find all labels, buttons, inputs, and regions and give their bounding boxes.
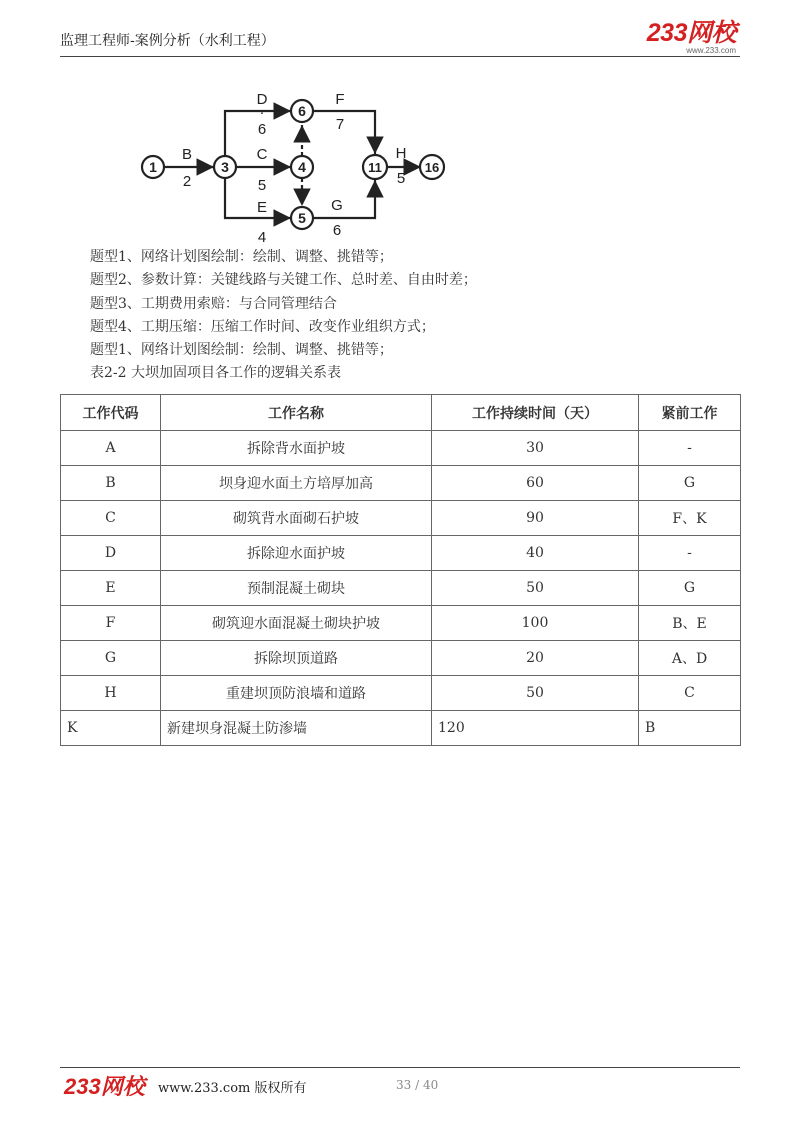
cell-predecessor: G [639,571,741,606]
cell-code: F [61,606,161,641]
activity-g-duration: 6 [332,222,342,239]
cell-name: 砌筑迎水面混凝土砌块护坡 [161,606,432,641]
cell-predecessor: F、K [639,501,741,536]
cell-code: H [61,676,161,711]
cell-predecessor: - [639,536,741,571]
table-caption: 表2-2 大坝加固项目各工作的逻辑关系表 [90,365,341,382]
cell-code: B [61,466,161,501]
table-row [61,711,741,746]
cell-name: 新建坝身混凝土防渗墙 [161,711,432,746]
activity-arrow-f [314,111,375,154]
cell-duration: 20 [432,641,639,676]
dummy-mark: · [259,104,265,121]
cell-code: C [61,501,161,536]
node-5-label: 5 [298,210,306,226]
node-6-label: 6 [298,103,306,119]
topic-list [90,246,477,386]
cell-code: E [61,571,161,606]
cell-name: 拆除坝顶道路 [161,641,432,676]
cell-duration: 30 [432,431,639,466]
topic-line: 题型2、参数计算：关键线路与关键工作、总时差、自由时差； [90,272,477,289]
footer-logo: 233网校 [64,1074,145,1099]
node-3-label: 3 [221,159,229,175]
cell-predecessor: B [639,711,741,746]
cell-predecessor: A、D [639,641,741,676]
activity-e-name: E [256,199,268,216]
activity-b-name: B [181,146,193,163]
activity-f-duration: 7 [335,116,345,133]
cell-code: K [61,711,161,746]
document-title: 监理工程师-案例分析（水利工程） [60,33,275,49]
activity-f-name: F [335,91,345,108]
topic-line: 题型1、网络计划图绘制：绘制、调整、挑错等； [90,342,393,359]
header-predecessor: 紧前工作 [639,395,741,431]
cell-name: 砌筑背水面砌石护坡 [161,501,432,536]
cell-name: 预制混凝土砌块 [161,571,432,606]
activity-g-name: G [331,197,343,214]
brand-logo-text: 233网校 [646,19,736,47]
cell-name: 坝身迎水面土方培厚加高 [161,466,432,501]
cell-name: 拆除迎水面护坡 [161,536,432,571]
topic-line: 题型3、工期费用索赔：与合同管理结合 [90,295,337,312]
activity-h-name: H [395,145,407,162]
topic-line: 题型1、网络计划图绘制：绘制、调整、挑错等； [90,249,393,265]
activity-b-duration: 2 [182,173,192,190]
table-row [61,606,741,641]
activity-c-name: C [256,146,268,163]
network-diagram [130,84,460,248]
table-row [61,676,741,711]
activity-c-duration: 5 [257,177,267,194]
cell-predecessor: C [639,676,741,711]
activity-e-duration: 4 [257,229,267,246]
node-16-label: 16 [424,160,440,175]
footer-divider [60,1067,740,1068]
brand-logo-url: www.233.com [686,46,736,55]
cell-code: G [61,641,161,676]
table-row [61,571,741,606]
cell-duration: 40 [432,536,639,571]
node-1-label: 1 [149,159,157,175]
activity-d-name: D [256,91,268,108]
cell-duration: 50 [432,676,639,711]
table-header-row [61,395,741,431]
activity-arrow-g [314,180,375,218]
cell-duration: 100 [432,606,639,641]
activity-h-duration: 5 [396,170,406,187]
header-duration: 工作持续时间（天） [432,395,639,431]
work-logic-table [60,394,741,746]
table-row [61,466,741,501]
table-row [61,431,741,466]
topic-line: 题型4、工期压缩：压缩工作时间、改变作业组织方式； [90,318,435,335]
node-4-label: 4 [298,159,306,175]
table-row [61,501,741,536]
cell-code: A [61,431,161,466]
cell-predecessor: B、E [639,606,741,641]
table-row [61,536,741,571]
cell-name: 重建坝顶防浪墙和道路 [161,676,432,711]
cell-predecessor: - [639,431,741,466]
cell-name: 拆除背水面护坡 [161,431,432,466]
cell-predecessor: G [639,466,741,501]
footer-copyright: www.233.com 版权所有 [158,1081,307,1096]
cell-code: D [61,536,161,571]
cell-duration: 60 [432,466,639,501]
node-11-label: 11 [368,160,382,175]
brand-logo [647,20,736,55]
header-work-code: 工作代码 [61,395,161,431]
cell-duration: 50 [432,571,639,606]
activity-d-duration: 6 [257,121,267,138]
table-row [61,641,741,676]
header-divider [60,56,740,57]
cell-duration: 90 [432,501,639,536]
cell-duration: 120 [432,711,639,746]
header-work-name: 工作名称 [161,395,432,431]
page-number: 33 / 40 [396,1078,439,1092]
